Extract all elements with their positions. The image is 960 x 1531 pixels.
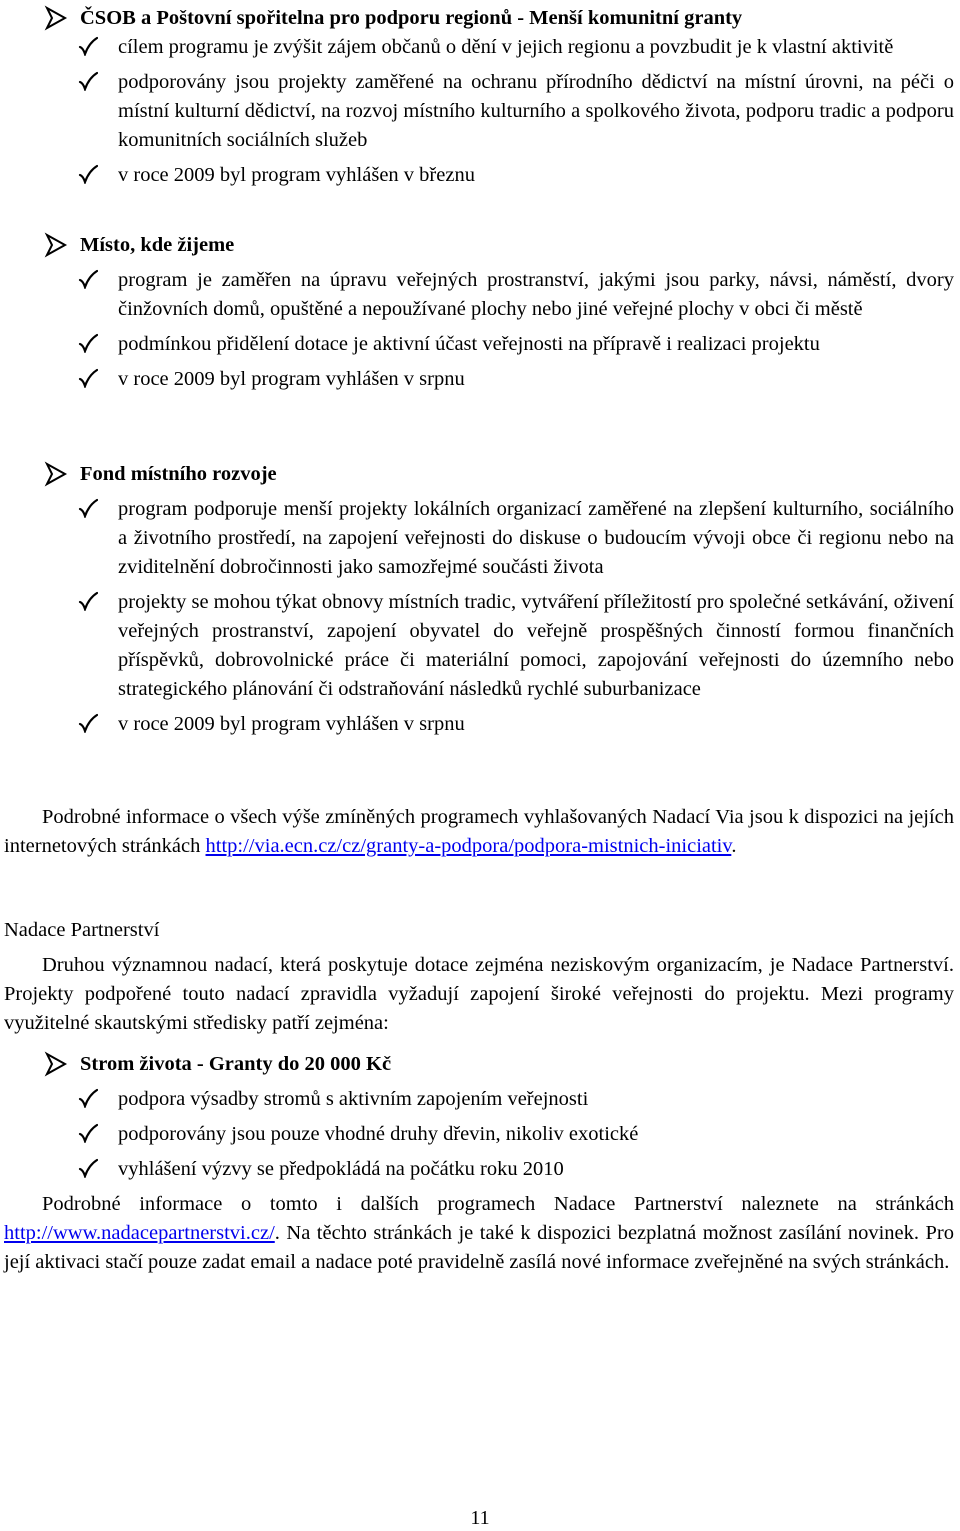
list-item [0,33,960,62]
list-item [0,710,960,739]
list-item [0,1155,960,1184]
list-item-text: podporovány jsou projekty zaměřené na ochranu přírodního dědictví na místní úrovni, na péči o místní kulturní dědictví, na rozvoj místního kulturního a spolkového života, podporu tradic a podporu komunitních sociálních služeb [118,71,954,151]
checkmark-icon [78,368,98,388]
checkmark-icon [78,713,98,733]
list-item-text: podpora výsadby stromů s aktivním zapojením veřejnosti [118,1088,589,1110]
list-item-text: program podporuje menší projekty lokálních organizací zaměřené na zlepšení kulturního, sociálního a životního prostředí, na zapojení veřejnosti do diskuse o budoucím vývoji obce či regionu nebo na zviditelnění dobročinnosti jako samozřejmé součásti života [118,498,954,578]
checkmark-icon [78,164,98,184]
checkmark-icon [78,591,98,611]
closing-paragraph-text [0,1190,960,1277]
checkmark-icon [78,36,98,56]
arrowhead-bullet-icon [44,461,68,487]
partnerstvi-heading: Nadace Partnerství [4,919,160,941]
list-item-text: v roce 2009 byl program vyhlášen v březnu [118,164,475,186]
via-paragraph-end: . [731,835,737,857]
arrowhead-bullet-icon [44,5,68,31]
section-heading-text: Strom života - Granty do 20 000 Kč [80,1053,392,1075]
section-csob [0,4,960,190]
list-item-text: v roce 2009 byl program vyhlášen v srpnu [118,368,465,390]
checkmark-icon [78,333,98,353]
via-paragraph-text [0,803,960,861]
arrowhead-bullet-icon [44,232,68,258]
section-misto-kde-zijeme [0,231,960,394]
list-item [0,588,960,704]
list-item [0,330,960,359]
list-item-text: podmínkou přidělení dotace je aktivní účast veřejnosti na přípravě i realizaci projektu [118,333,820,355]
list-item [0,365,960,394]
section-fond-mistniho-rozvoje [0,460,960,739]
section-heading [0,1050,960,1079]
list-item [0,161,960,190]
list-item [0,266,960,324]
list-item-text: v roce 2009 byl program vyhlášen v srpnu [118,713,465,735]
section-heading-text: ČSOB a Poštovní spořitelna pro podporu regionů - Menší komunitní granty [80,7,743,29]
partnerstvi-intro: Druhou významnou nadací, která poskytuje dotace zejména neziskovým organizacím, je Nadace Partnerství. Projekty podpořené touto nadací zpravidla vyžadují zapojení široké veřejnosti do projektu. Mezi programy využitelné skautskými středisky patří zejména: [4,954,954,1034]
closing-paragraph-end: . Na těchto stránkách je také k dispozici bezplatná možnost zasílání novinek. Pro její aktivaci stačí pouze zadat email a nadace poté pravidelně zasílá nové informace zveřejněné na svých stránkách. [4,1222,954,1273]
checkmark-icon [78,498,98,518]
checkmark-icon [78,269,98,289]
closing-paragraph [0,1190,960,1277]
section-heading [0,231,960,260]
section-heading [0,460,960,489]
list-item [0,1120,960,1149]
list-item [0,68,960,155]
checkmark-icon [78,71,98,91]
checkmark-icon [78,1123,98,1143]
list-item [0,495,960,582]
checkmark-icon [78,1088,98,1108]
arrowhead-bullet-icon [44,1051,68,1077]
closing-paragraph-body: Podrobné informace o tomto i dalších programech Nadace Partnerství naleznete na stránkách [42,1193,954,1215]
via-link[interactable]: http://via.ecn.cz/cz/granty-a-podpora/podpora-mistnich-iniciativ [205,835,732,857]
section-heading [0,4,960,33]
list-item [0,1085,960,1114]
section-strom-zivota [0,1050,960,1184]
via-paragraph-body: Podrobné informace o všech výše zmíněných programech vyhlašovaných Nadací Via jsou k dispozici na jejích internetových stránkách [4,806,954,857]
via-paragraph [0,803,960,861]
list-item-text: projekty se mohou týkat obnovy místních tradic, vytváření příležitostí pro společné setkávání, oživení veřejných prostranství, zapojení obyvatel do veřejně prospěšných činností formou finančních příspěvků, dobrovolnické práce či materiální pomoci, zapojování veřejnosti do územního nebo strategického plánování či odstraňování následků rychlé suburbanizace [118,591,954,700]
list-item-text: podporovány jsou pouze vhodné druhy dřevin, nikoliv exotické [118,1123,639,1145]
page-number: 11 [470,1507,490,1529]
partnerstvi-section [0,916,960,1038]
list-item-text: program je zaměřen na úpravu veřejných prostranství, jakými jsou parky, návsi, náměstí, dvory činžovních domů, opuštěné a nepoužívané plochy nebo jiné veřejné plochy v obci či městě [118,269,954,320]
section-heading-text: Fond místního rozvoje [80,463,277,485]
partnerstvi-link[interactable]: http://www.nadacepartnerstvi.cz/ [4,1222,275,1244]
checkmark-icon [78,1158,98,1178]
list-item-text: cílem programu je zvýšit zájem občanů o dění v jejich regionu a povzbudit je k vlastní aktivitě [118,36,894,58]
section-heading-text: Místo, kde žijeme [80,234,235,256]
list-item-text: vyhlášení výzvy se předpokládá na počátku roku 2010 [118,1158,564,1180]
